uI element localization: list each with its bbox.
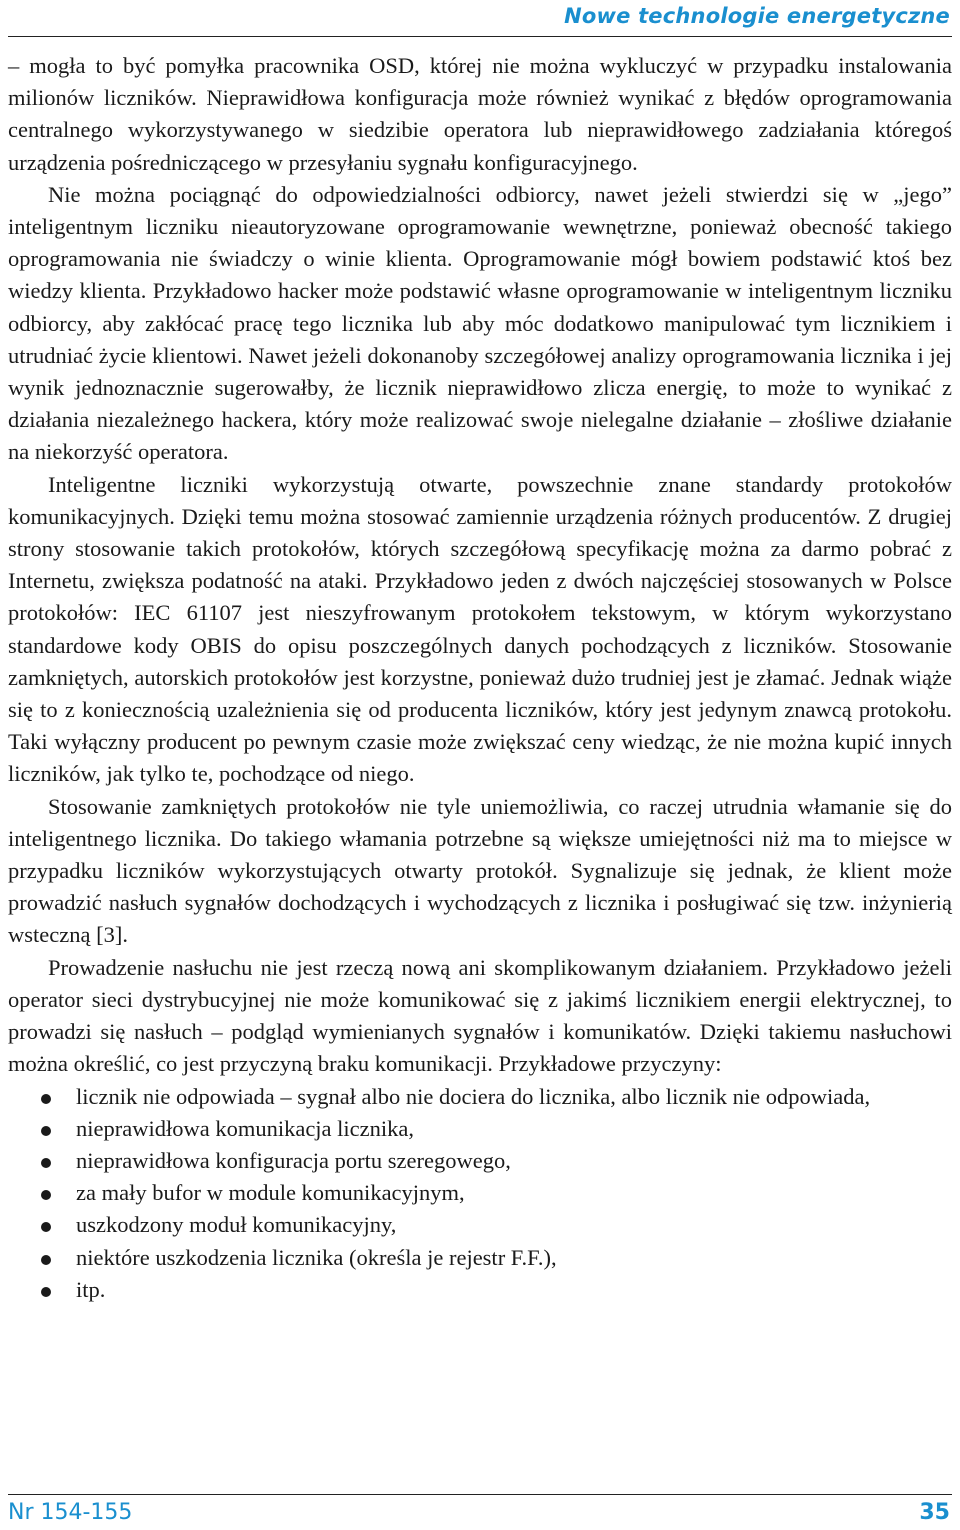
- list-item: [8, 1145, 952, 1177]
- article-body: [8, 50, 952, 1306]
- list-item-text: nieprawidłowa konfiguracja portu szeregowego,: [76, 1147, 511, 1173]
- bullet-icon: [41, 1126, 51, 1136]
- bullet-icon: [41, 1255, 51, 1265]
- header-divider: [8, 36, 952, 37]
- list-item: [8, 1242, 952, 1274]
- page-header: [0, 0, 960, 40]
- issue-number: Nr 154-155: [8, 1500, 133, 1525]
- list-item: [8, 1209, 952, 1241]
- list-item: [8, 1274, 952, 1306]
- list-item: [8, 1081, 952, 1113]
- page-footer: [0, 1488, 960, 1530]
- bullet-icon: [41, 1158, 51, 1168]
- list-item-text: nieprawidłowa komunikacja licznika,: [76, 1115, 415, 1141]
- paragraph: Prowadzenie nasłuchu nie jest rzeczą nową ani skomplikowanym działaniem. Przykładowo jeżeli operator sieci dystrybucyjnej nie może komunikować się z jakimś licznikiem energii elektrycznej, to prowadzi się nasłuch – podgląd wymienianych sygnałów i komunikatów. Dzięki takiemu nasłuchowi można określić, co jest przyczyną braku komunikacji. Przykładowe przyczyny:: [8, 954, 952, 1077]
- bullet-icon: [41, 1287, 51, 1297]
- paragraph: Nie można pociągnąć do odpowiedzialności odbiorcy, nawet jeżeli stwierdzi się w „jego” inteligentnym liczniku nieautoryzowane oprogramowanie wewnętrzne, ponieważ obecność takiego oprogramowania nie świadczy o winie klienta. Oprogramowanie mógł bowiem podstawić ktoś bez wiedzy klienta. Przykładowo hacker może podstawić własne oprogramowanie w inteligentnym liczniku odbiorcy, aby zakłócać pracę tego licznika lub aby móc dodatkowo manipulować tym licznikiem i utrudniać życie klientowi. Nawet jeżeli dokonanoby szczegółowej analizy oprogramowania licznika i jej wynik jednoznacznie sugerowałby, że licznik nieprawidłowo zlicza energię, to może to wynikać z działania niezależnego hackera, który może realizować swoje nielegalne działanie – złośliwe działanie na niekorzyść operatora.: [8, 181, 952, 465]
- paragraph: Stosowanie zamkniętych protokołów nie tyle uniemożliwia, co raczej utrudnia włamanie się do inteligentnego licznika. Do takiego włamania potrzebne są większe umiejętności niż ma to miejsce w przypadku liczników wykorzystujących otwarty protokół. Sygnalizuje się jednak, że klient może prowadzić nasłuch sygnałów dochodzących i wychodzących z licznika i posługiwać się tzw. inżynierią wsteczną [3].: [8, 793, 952, 948]
- bullet-icon: [41, 1094, 51, 1104]
- cause-list: [8, 1081, 952, 1306]
- page-number: 35: [919, 1500, 950, 1525]
- list-item: [8, 1113, 952, 1145]
- bullet-icon: [41, 1222, 51, 1232]
- list-item-text: uszkodzony moduł komunikacyjny,: [76, 1212, 397, 1238]
- list-item-text: licznik nie odpowiada – sygnał albo nie dociera do licznika, albo licznik nie odpowiada,: [76, 1083, 871, 1109]
- list-item-text: za mały bufor w module komunikacyjnym,: [76, 1180, 465, 1206]
- running-title: Nowe technologie energetyczne: [564, 4, 950, 28]
- bullet-icon: [41, 1190, 51, 1200]
- footer-divider: [8, 1494, 952, 1495]
- paragraph: Inteligentne liczniki wykorzystują otwarte, powszechnie znane standardy protokołów komunikacyjnych. Dzięki temu można stosować zamiennie urządzenia różnych producentów. Z drugiej strony stosowanie takich protokołów, których szczegółową specyfikację można za darmo pobrać z Internetu, zwiększa podatność na ataki. Przykładowo jeden z dwóch najczęściej stosowanych w Polsce protokołów: IEC 61107 jest nieszyfrowanym protokołem tekstowym, w którym wykorzystano standardowe kody OBIS do opisu poszczególnych danych pochodzących z liczników. Stosowanie zamkniętych, autorskich protokołów jest korzystne, ponieważ dużo trudniej jest je złamać. Jednak wiąże się to z koniecznością uzależnienia się od producenta liczników, który jest jedynym znawcą protokołu. Taki wyłączny producent po pewnym czasie może zwiększać ceny wiedząc, że nie można kupić innych liczników, jak tylko te, pochodzące od niego.: [8, 471, 952, 787]
- list-item-text: itp.: [76, 1276, 106, 1302]
- list-item: [8, 1177, 952, 1209]
- paragraph: – mogła to być pomyłka pracownika OSD, której nie można wykluczyć w przypadku instalowania milionów liczników. Nieprawidłowa konfiguracja może również wynikać z błędów oprogramowania centralnego wykorzystywanego w siedzibie operatora lub nieprawidłowego zadziałania któregoś urządzenia pośredniczącego w przesyłaniu sygnału konfiguracyjnego.: [8, 53, 952, 175]
- list-item-text: niektóre uszkodzenia licznika (określa je rejestr F.F.),: [76, 1244, 557, 1270]
